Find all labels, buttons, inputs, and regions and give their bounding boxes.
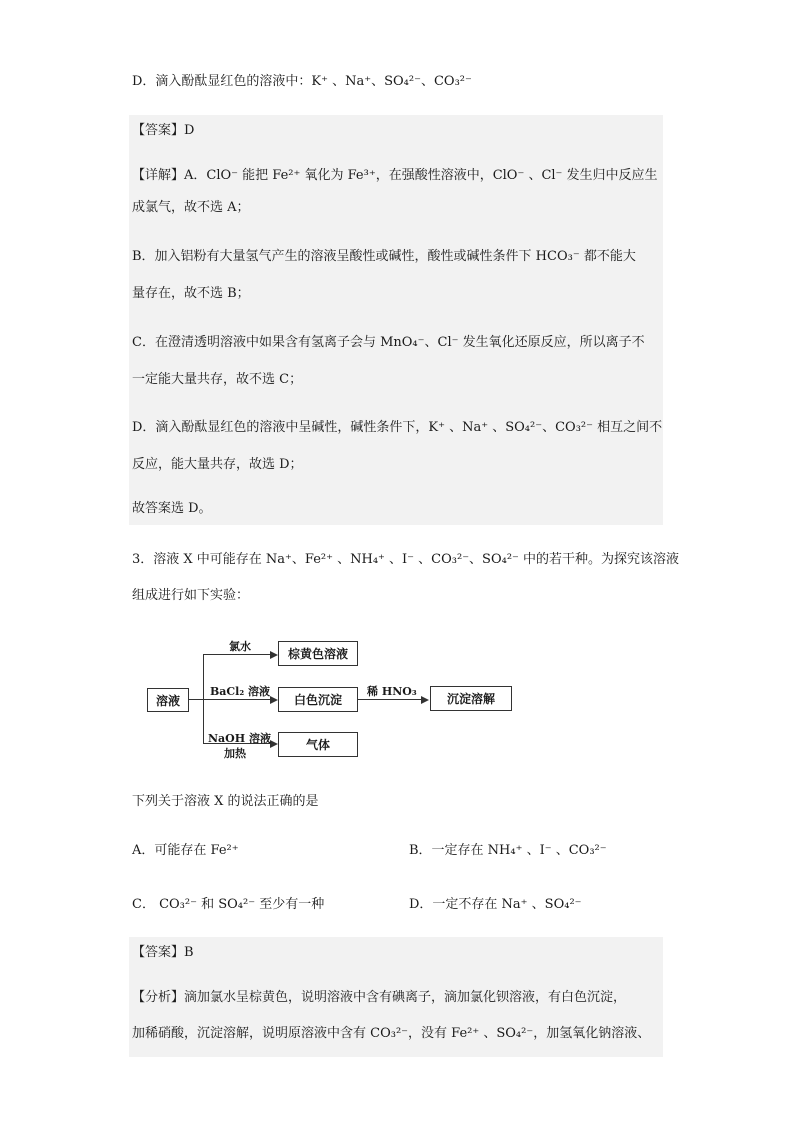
result-4-box: 气体: [278, 732, 358, 757]
explanation-1a: 【详解】A．ClO⁻ 能把 Fe²⁺ 氧化为 Fe³⁺，在强酸性溶液中，ClO⁻ 、Cl⁻ 发生归中反应生: [132, 168, 658, 183]
explanation-5: 故答案选 D。: [132, 501, 212, 516]
explanation-3b: 一定能大量共存，故不选 C；: [132, 372, 303, 387]
diagram-start-box: 溶液: [147, 688, 189, 712]
branch2-arrowhead: [270, 696, 278, 704]
analysis-1: 【分析】滴加氯水呈棕黄色，说明溶液中含有碘离子，滴加氯化钡溶液，有白色沉淀，: [132, 990, 627, 1005]
explanation-2b: 量存在，故不选 B；: [132, 286, 250, 301]
branch4-arrowhead: [270, 740, 278, 748]
explanation-2a: B．加入铝粉有大量氢气产生的溶液呈酸性或碱性，酸性或碱性条件下 HCO₃⁻ 都不能大: [132, 249, 636, 264]
result-3-box: 沉淀溶解: [430, 686, 512, 711]
explanation-1b: 成氯气，故不选 A；: [132, 200, 250, 215]
answer-1: 【答案】D: [132, 123, 195, 138]
option-d[interactable]: D．一定不存在 Na⁺ 、SO₄²⁻: [409, 897, 582, 912]
option-b[interactable]: B．一定存在 NH₄⁺ 、I⁻ 、CO₃²⁻: [409, 843, 607, 858]
branch3-arrowhead: [421, 696, 429, 704]
analysis-2: 加稀硝酸，沉淀溶解，说明原溶液中含有 CO₃²⁻，没有 Fe²⁺ 、SO₄²⁻，加氢氧化钠溶液、: [132, 1026, 651, 1041]
reagent-4-condition: 加热: [224, 747, 246, 760]
reagent-4-label: NaOH 溶液: [208, 732, 271, 745]
diagram-stem-line: [189, 699, 203, 700]
reagent-3-label: 稀 HNO₃: [367, 685, 417, 698]
option-c[interactable]: C． CO₃²⁻ 和 SO₄²⁻ 至少有一种: [132, 897, 325, 912]
explanation-3a: C．在澄清透明溶液中如果含有氢离子会与 MnO₄⁻、Cl⁻ 发生氧化还原反应，所以离子不: [132, 335, 645, 350]
reagent-2-label: BaCl₂ 溶液: [210, 685, 271, 698]
option-a[interactable]: A．可能存在 Fe²⁺: [132, 843, 239, 858]
answer-3: 【答案】B: [132, 945, 194, 960]
branch2-line: [203, 699, 271, 700]
explanation-4a: D．滴入酚酞显红色的溶液中呈碱性，碱性条件下，K⁺ 、Na⁺ 、SO₄²⁻、CO₃²⁻ 相互之间不: [132, 420, 663, 435]
option-d-prev: D．滴入酚酞显红色的溶液中：K⁺ 、Na⁺、SO₄²⁻、CO₃²⁻: [132, 74, 472, 89]
result-2-box: 白色沉淀: [278, 687, 358, 712]
reagent-1-label: 氯水: [229, 640, 251, 653]
branch1-arrowhead: [270, 651, 278, 659]
question-3b: 组成进行如下实验：: [132, 588, 250, 603]
question-3c: 下列关于溶液 X 的说法正确的是: [132, 794, 319, 809]
result-1-box: 棕黄色溶液: [278, 641, 358, 666]
explanation-4b: 反应，能大量共存，故选 D；: [132, 457, 303, 472]
branch1-line: [203, 654, 271, 655]
branch3-line: [358, 699, 422, 700]
question-3a: 3．溶液 X 中可能存在 Na⁺、Fe²⁺ 、NH₄⁺ 、I⁻ 、CO₃²⁻、SO₄²⁻ 中的若干种。为探究该溶液: [132, 552, 680, 567]
